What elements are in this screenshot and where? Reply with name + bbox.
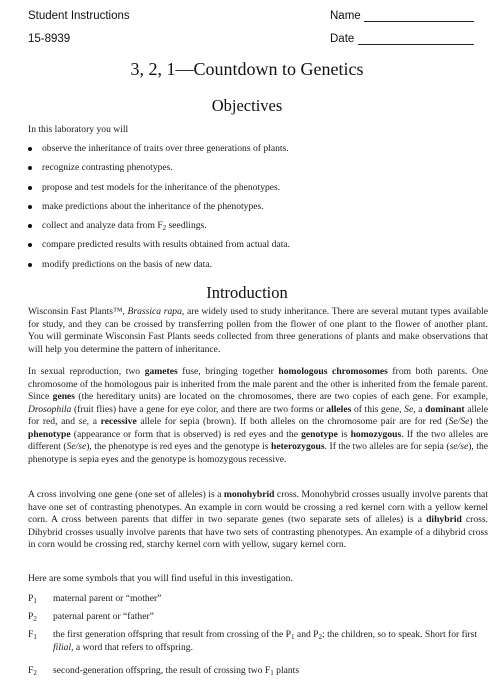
bullet-icon: [28, 186, 32, 190]
bullet-icon: [28, 263, 32, 267]
symbol-definition: maternal parent or “mother”: [53, 593, 162, 604]
objective-item: collect and analyze data from $F_2$ seedlings.: [28, 220, 468, 239]
document-code: 15-8939: [28, 33, 71, 45]
bullet-icon: [28, 166, 32, 170]
date-line[interactable]: [358, 34, 474, 45]
name-label: Name: [330, 10, 361, 22]
objective-item: propose and test models for the inheritance of the phenotypes.: [28, 182, 468, 201]
date-field[interactable]: [330, 33, 474, 45]
student-instructions-label: Student Instructions: [28, 10, 130, 22]
objective-item: modify predictions on the basis of new data.: [28, 259, 468, 278]
symbol-key: $F_2$: [28, 665, 37, 677]
symbol-definition: second-generation offspring, the result of crossing two $F_1$ plants: [53, 665, 300, 677]
objective-item: compare predicted results with results obtained from actual data.: [28, 239, 468, 258]
bullet-icon: [28, 205, 32, 209]
symbol-definition: paternal parent or “father”: [53, 611, 154, 622]
bullet-icon: [28, 224, 32, 228]
symbol-key: $P_2$: [28, 611, 37, 623]
intro-paragraph-2: In sexual reproduction, two gametes fuse, bringing together homologous chromosomes from both parents. One chromosome of the homologous pair is inherited from the male parent and the other is inherited from the female parent. Since genes (the hereditary units) are located on the chromosomes, there are two copies of each gene. For example, Drosophila (fruit flies) have a gene for eye color, and there are two forms or alleles of this gene, Se, a dominant allele for red, and se, a recessive allele for sepia (brown). If both alleles on the chromosome pair are for red (Se/Se) the phenotype (appearance or form that is observed) is red eyes and the genotype is homozygous. If the two alleles are different (Se/se), the phenotype is red eyes and the genotype is heterozygous. If the two alleles are for sepia (se/se), the phenotype is sepia eyes and the genotype is homozygous recessive.: [28, 366, 489, 465]
page-title: 3, 2, 1—Countdown to Genetics: [130, 59, 364, 79]
intro-paragraph-3: A cross involving one gene (one set of alleles) is a monohybrid cross. Monohybrid crosses usually involve parents that have one set of contrasting phenotypes. An example in corn would be crossing a red kernel corn with a yellow kernel corn. A cross between parents that differ in two separate genes (two separate sets of alleles) is a dihybrid cross. Dihybrid crosses usually involve parents that have two sets of contrasting phenotypes. An example of a dihybrid cross in corn would be crossing red, starchy kernel corn with yellow, sugary kernel corn.: [28, 489, 488, 550]
intro-paragraph-1: Wisconsin Fast Plants™, Brassica rapa, are widely used to study inheritance. There are several mutant types available for study, and they can be crossed by transferring pollen from the flower of one plant to the flower of another plant. You will germinate Wisconsin Fast Plants seeds collected from three generations of plants and make observations that will help you determine the pattern of inheritance.: [28, 306, 488, 355]
symbols-intro: Here are some symbols that you will find useful in this investigation.: [28, 573, 293, 584]
bullet-icon: [28, 243, 32, 247]
date-label: Date: [330, 33, 355, 45]
name-field[interactable]: [330, 10, 474, 22]
objective-item: recognize contrasting phenotypes.: [28, 162, 468, 181]
objectives-heading: Objectives: [211, 96, 283, 115]
objective-item: make predictions about the inheritance of the phenotypes.: [28, 201, 468, 220]
symbol-key: $P_1$: [28, 593, 37, 605]
objectives-intro: In this laboratory you will: [28, 124, 129, 135]
introduction-heading: Introduction: [206, 283, 288, 302]
name-line[interactable]: [364, 11, 474, 22]
symbol-key: $F_1$: [28, 629, 37, 641]
bullet-icon: [28, 147, 32, 151]
symbol-definition: the first generation offspring that result from crossing of the $P_1$ and $P_2$; the children, so to speak. Short for first filial, a word that refers to offspring.: [53, 629, 478, 653]
objectives-list: [28, 143, 468, 278]
objective-item: observe the inheritance of traits over three generations of plants.: [28, 143, 468, 162]
